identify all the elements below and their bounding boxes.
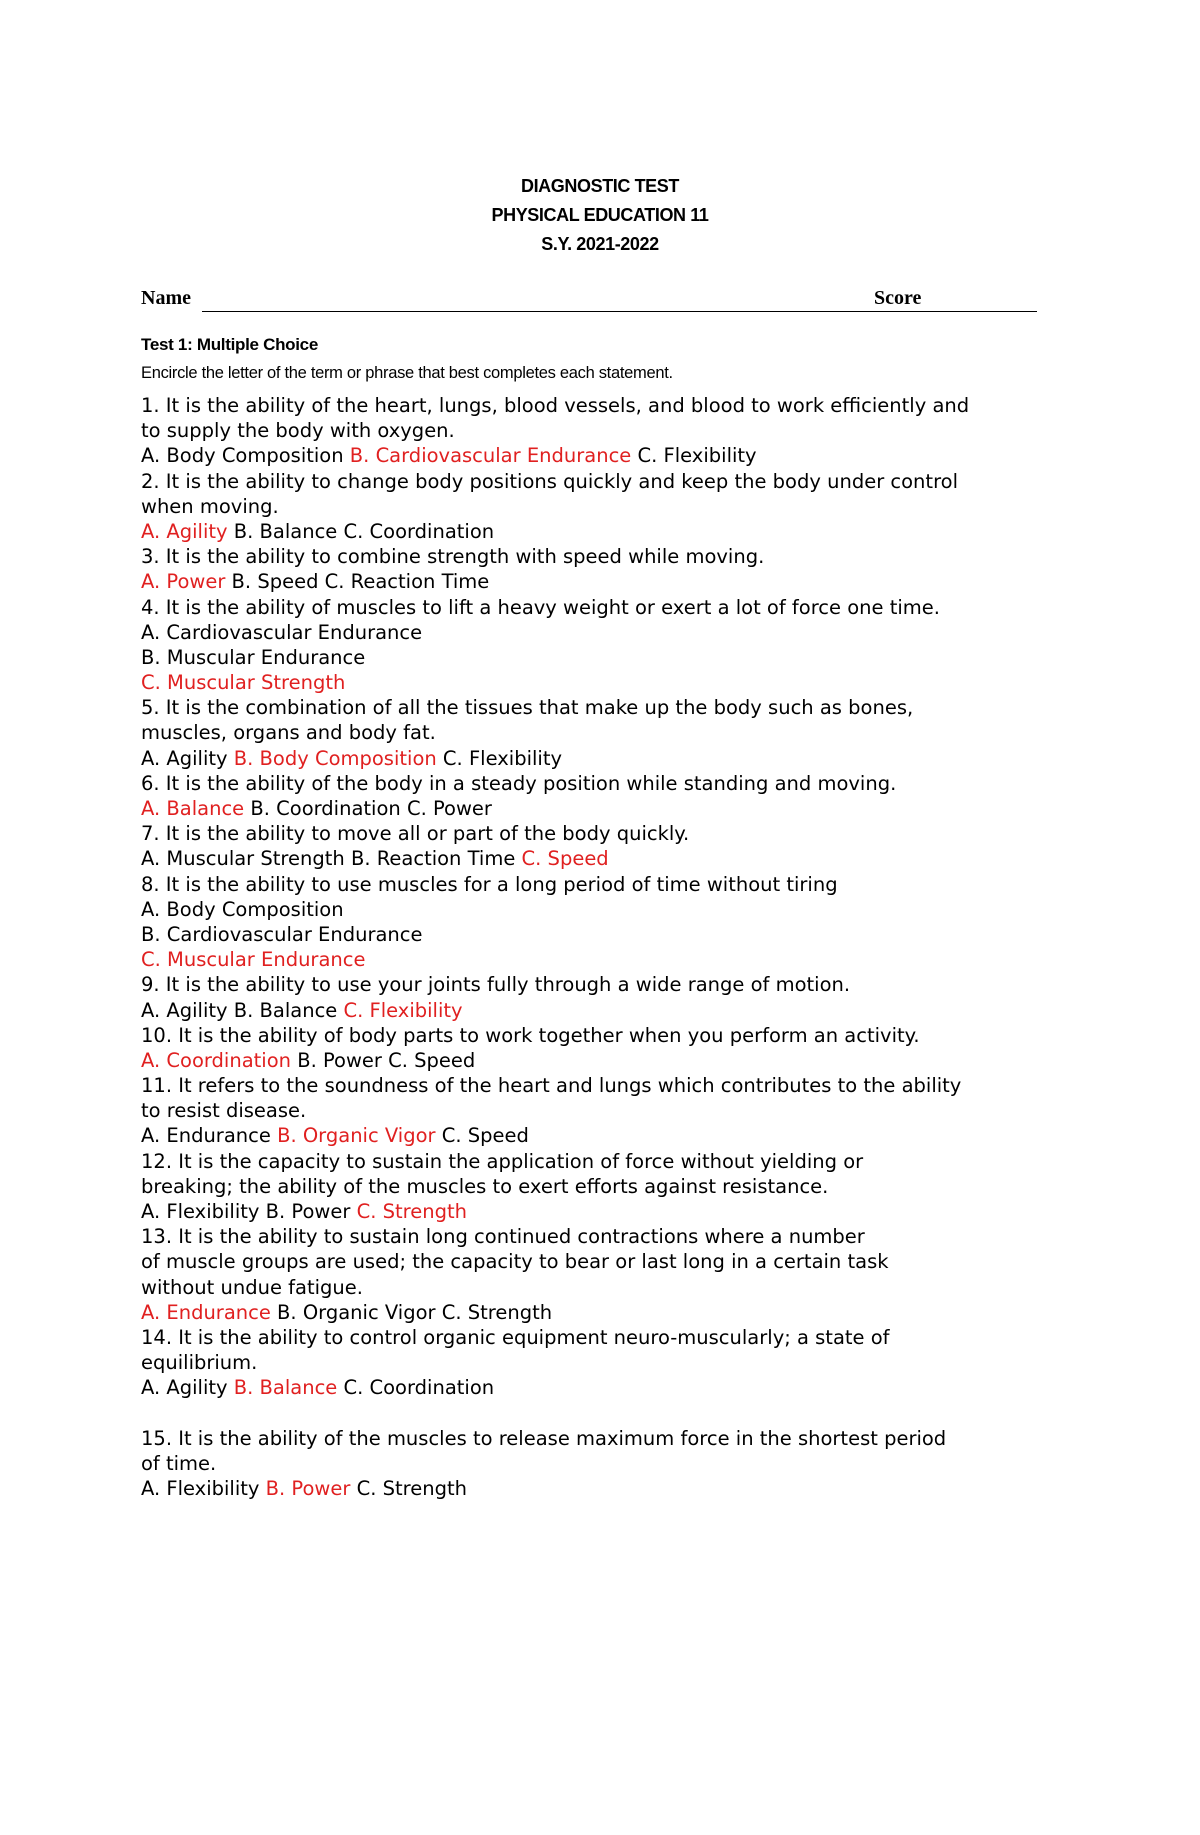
question-item	[141, 1023, 1071, 1073]
question-item	[141, 469, 1071, 545]
choice-line	[141, 922, 1071, 947]
choice-line	[141, 645, 1071, 670]
question-stem-line: 3. It is the ability to combine strength with speed while moving.	[141, 545, 765, 569]
test-heading: DIAGNOSTIC TEST	[520, 176, 679, 196]
instructions: Encircle the letter of the term or phrase that best completes each statement.	[141, 364, 673, 382]
choice-line	[141, 443, 1071, 468]
choice-line	[141, 1199, 1071, 1224]
answer-choice[interactable]: A. Flexibility B. Power	[141, 1200, 357, 1223]
choice-line	[141, 620, 1071, 645]
correct-answer-choice[interactable]: C. Muscular Endurance	[141, 948, 366, 972]
question-stem-line: muscles, organs and body fat.	[141, 721, 436, 745]
correct-answer-choice[interactable]: A. Agility	[141, 519, 228, 543]
answer-choice[interactable]: B. Cardiovascular Endurance	[141, 922, 423, 946]
choice-line	[141, 897, 1071, 922]
question-item	[141, 1149, 1071, 1225]
school-year-heading: S.Y. 2021-2022	[541, 234, 659, 254]
answer-choice[interactable]: B. Power C. Speed	[291, 1048, 476, 1072]
answer-choice[interactable]: C. Flexibility	[436, 746, 563, 770]
question-stem-line: to resist disease.	[141, 1099, 307, 1123]
question-stem-line: 13. It is the ability to sustain long continued contractions where a number	[141, 1225, 865, 1249]
correct-answer-choice[interactable]: B. Balance	[233, 1376, 338, 1400]
question-item	[141, 544, 1071, 594]
question-stem-line: 12. It is the capacity to sustain the application of force without yielding or	[141, 1149, 864, 1173]
correct-answer-choice[interactable]: A. Coordination	[141, 1048, 292, 1072]
subject-heading: PHYSICAL EDUCATION 11	[491, 205, 709, 225]
question-list	[141, 393, 1071, 1501]
answer-choice[interactable]: A. Agility B. Balance	[141, 998, 344, 1022]
correct-answer-choice[interactable]: B. Body Composition	[233, 746, 437, 770]
question-item	[141, 695, 1071, 771]
answer-choice[interactable]: A. Body Composition	[141, 897, 344, 921]
choice-line	[141, 796, 1071, 821]
choice-line	[141, 846, 1071, 871]
choice-line	[141, 1300, 1071, 1325]
correct-answer-choice[interactable]: A. Power	[141, 570, 226, 594]
answer-choice[interactable]: B. Muscular Endurance	[141, 645, 366, 669]
question-stem-line: 15. It is the ability of the muscles to release maximum force in the shortest period	[141, 1426, 947, 1450]
question-stem-line: of muscle groups are used; the capacity to bear or last long in a certain task	[141, 1250, 889, 1274]
question-item	[141, 1426, 1071, 1502]
question-stem-line: 6. It is the ability of the body in a steady position while standing and moving.	[141, 771, 897, 795]
question-stem-line: equilibrium.	[141, 1351, 258, 1375]
correct-answer-choice[interactable]: A. Balance	[141, 797, 245, 820]
choice-line	[141, 569, 1071, 594]
name-underline[interactable]	[202, 311, 1013, 312]
choice-line	[141, 1476, 1071, 1501]
question-item	[141, 872, 1071, 973]
question-item	[141, 972, 1071, 1022]
question-stem-line: when moving.	[141, 494, 279, 518]
question-stem-line: 2. It is the ability to change body positions quickly and keep the body under control	[141, 469, 959, 493]
question-stem-line: 1. It is the ability of the heart, lungs, blood vessels, and blood to work efficiently and	[141, 394, 970, 417]
correct-answer-choice[interactable]: B. Cardiovascular Endurance	[349, 444, 632, 468]
question-stem-line: 9. It is the ability to use your joints fully through a wide range of motion.	[141, 973, 851, 997]
question-stem-line: without undue fatigue.	[141, 1275, 363, 1299]
answer-choice[interactable]: A. Endurance	[141, 1124, 278, 1148]
name-score-row	[141, 283, 1037, 313]
answer-choice[interactable]: A. Muscular Strength B. Reaction Time	[141, 847, 522, 871]
choice-line	[141, 1375, 1071, 1400]
correct-answer-choice[interactable]: B. Organic Vigor	[277, 1124, 436, 1148]
answer-choice[interactable]: C. Strength	[350, 1477, 467, 1501]
score-underline[interactable]	[930, 311, 1037, 312]
answer-choice[interactable]: A. Body Composition	[141, 444, 350, 468]
question-stem-line: 5. It is the combination of all the tissues that make up the body such as bones,	[141, 696, 914, 720]
answer-choice[interactable]: C. Flexibility	[631, 444, 757, 468]
question-stem-line: 11. It refers to the soundness of the heart and lungs which contributes to the ability	[141, 1074, 962, 1098]
question-item	[141, 771, 1071, 821]
answer-choice[interactable]: B. Speed C. Reaction Time	[225, 570, 490, 594]
question-item	[141, 1073, 1071, 1149]
answer-choice[interactable]: B. Organic Vigor C. Strength	[270, 1300, 553, 1324]
score-label: Score	[874, 287, 922, 309]
question-stem-line: 8. It is the ability to use muscles for a long period of time without tiring	[141, 872, 838, 896]
answer-choice[interactable]: C. Coordination	[337, 1376, 495, 1400]
question-item	[141, 1325, 1071, 1401]
question-stem-line: 14. It is the ability to control organic equipment neuro-muscularly; a state of	[141, 1325, 890, 1349]
question-stem-line: 10. It is the ability of body parts to work together when you perform an activity.	[141, 1023, 920, 1047]
correct-answer-choice[interactable]: C. Speed	[521, 847, 609, 871]
choice-line	[141, 998, 1071, 1023]
choice-line	[141, 1048, 1071, 1073]
answer-choice[interactable]: B. Coordination C. Power	[244, 797, 492, 820]
test-title: Test 1: Multiple Choice	[141, 335, 318, 354]
name-label: Name	[141, 287, 191, 309]
question-stem-line: of time.	[141, 1451, 217, 1475]
choice-line	[141, 670, 1071, 695]
blank-line	[141, 1401, 1071, 1426]
correct-answer-choice[interactable]: B. Power	[265, 1477, 351, 1501]
correct-answer-choice[interactable]: A. Endurance	[141, 1300, 271, 1324]
answer-choice[interactable]: A. Cardiovascular Endurance	[141, 620, 423, 644]
choice-line	[141, 1123, 1071, 1148]
answer-choice[interactable]: A. Agility	[141, 746, 234, 770]
question-stem-line: 4. It is the ability of muscles to lift a heavy weight or exert a lot of force one time.	[141, 595, 940, 619]
choice-line	[141, 947, 1071, 972]
correct-answer-choice[interactable]: C. Strength	[356, 1200, 467, 1223]
choice-line	[141, 746, 1071, 771]
document-header	[0, 172, 1200, 259]
choice-line	[141, 519, 1071, 544]
question-stem-line: breaking; the ability of the muscles to exert efforts against resistance.	[141, 1174, 829, 1198]
question-item	[141, 821, 1071, 871]
answer-choice[interactable]: A. Flexibility	[141, 1477, 266, 1501]
question-stem-line: to supply the body with oxygen.	[141, 419, 455, 443]
answer-choice[interactable]: C. Speed	[435, 1124, 529, 1148]
question-stem-line: 7. It is the ability to move all or part of the body quickly.	[141, 822, 690, 846]
answer-choice[interactable]: B. Balance C. Coordination	[227, 519, 495, 543]
question-item	[141, 393, 1071, 469]
question-item	[141, 1224, 1071, 1325]
question-item	[141, 595, 1071, 696]
correct-answer-choice[interactable]: C. Flexibility	[343, 998, 463, 1022]
correct-answer-choice[interactable]: C. Muscular Strength	[141, 671, 346, 695]
answer-choice[interactable]: A. Agility	[141, 1376, 234, 1400]
